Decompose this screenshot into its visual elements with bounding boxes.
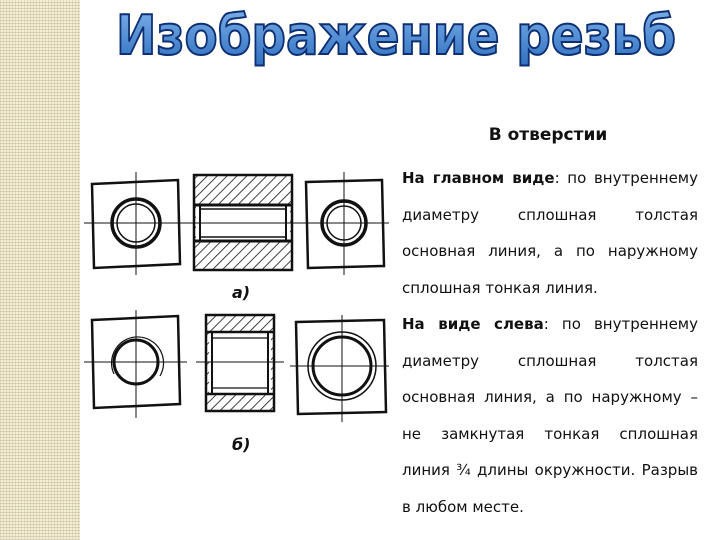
description-text [402, 160, 698, 525]
decorative-side-strip [0, 0, 80, 540]
view-a-left [84, 172, 187, 275]
paragraph-left-view [402, 306, 698, 525]
view-b-right [290, 315, 389, 422]
view-a-section [184, 175, 302, 270]
section-subheading: В отверстии [488, 125, 608, 145]
thread-drawing [84, 160, 389, 475]
slide-title-text: Изображение резьб [116, 4, 676, 67]
left-view-label: На виде слева [402, 315, 544, 333]
view-a-right [298, 172, 389, 275]
view-b-section [196, 315, 284, 411]
main-view-label: На главном виде [402, 169, 555, 187]
label-a: а) [232, 283, 251, 302]
paragraph-main-view [402, 160, 698, 306]
label-b: б) [232, 435, 251, 454]
main-view-text: : по внутреннему диаметру сплошная толстая основная линия, а по наружному сплошная тонкая линия. [402, 169, 698, 297]
slide-title [96, 2, 696, 68]
view-b-left [84, 310, 187, 418]
left-view-text: : по внутреннему диаметру сплошная толстая основная линия, а по наружному – не замкнутая тонкая сплошная линия ¾ длины окружности. Разрыв в любом месте. [402, 315, 699, 516]
